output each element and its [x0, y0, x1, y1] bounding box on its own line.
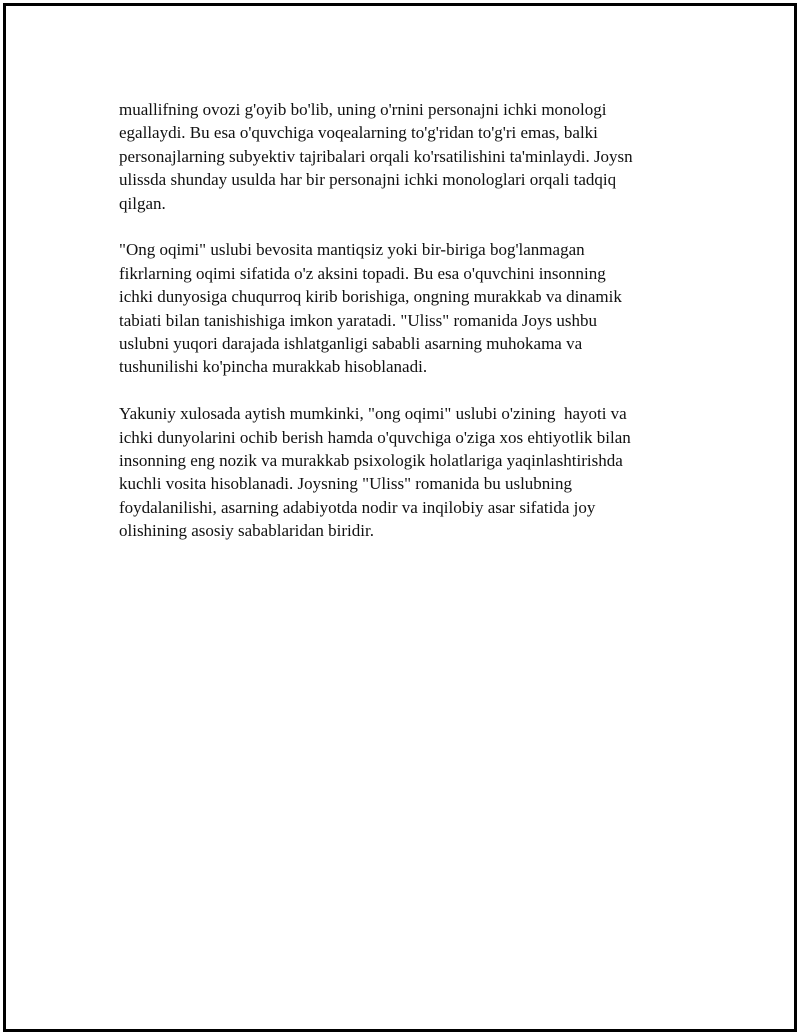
paragraph-2: "Ong oqimi" uslubi bevosita mantiqsiz yoki bir-biriga bog'lanmagan fikrlarning oqimi sifatida o'z aksini topadi. Bu esa o'quvchini insonning ichki dunyosiga chuqurroq kirib borishiga, ongning murakkab va dinamik tabiati bilan tanishishiga imkon yaratadi. "Uliss" romanida Joys ushbu uslubni yuqori darajada ishlatganligi sababli asarning muhokama va tushunilishi ko'pincha murakkab hisoblanadi. — [119, 240, 622, 377]
document-body — [119, 98, 679, 566]
page-border — [3, 3, 797, 1032]
paragraph-3: Yakuniy xulosada aytish mumkinki, "ong oqimi" uslubi o'zining hayoti va ichki dunyolarini ochib berish hamda o'quvchiga o'ziga xos ehtiyotlik bilan insonning eng nozik va murakkab psixologik holatlariga yaqinlashtirishda kuchli vosita hisoblanadi. Joysning "Uliss" romanida bu uslubning foydalanilishi, asarning adabiyotda nodir va inqilobiy asar sifatida joy olishining asosiy sabablaridan biridir. — [119, 404, 631, 541]
paragraph-1: muallifning ovozi g'oyib bo'lib, uning o'rnini personajni ichki monologi egallaydi. Bu esa o'quvchiga voqealarning to'g'ridan to'g'ri emas, balki personajlarning subyektiv tajribalari orqali ko'rsatilishini ta'minlaydi. Joysn ulissda shunday usulda har bir personajni ichki monologlari orqali tadqiq qilgan. — [119, 100, 633, 213]
